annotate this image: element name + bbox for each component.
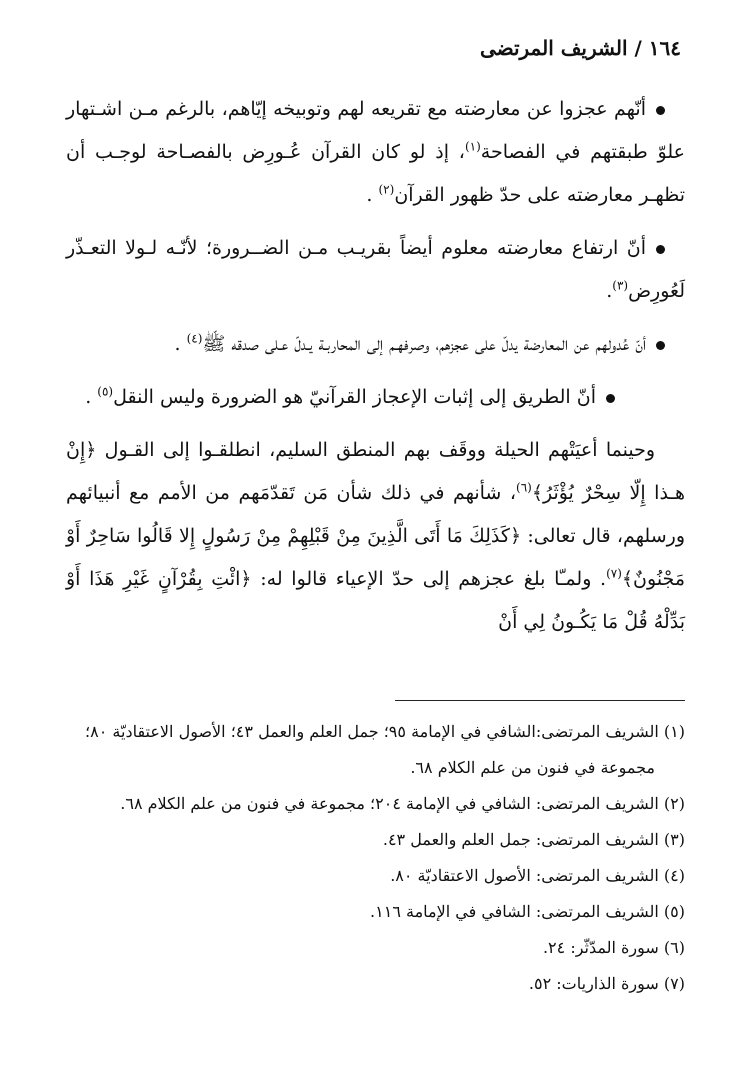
bullet-1-text-c: . bbox=[366, 184, 379, 206]
footnote-ref-2[interactable]: (٢) bbox=[378, 182, 395, 197]
bullet-dot-icon bbox=[656, 106, 665, 115]
footnote-ref-7[interactable]: (٧) bbox=[606, 566, 622, 581]
footnote-1-continued bbox=[66, 750, 685, 786]
bullet-dot-icon bbox=[606, 394, 615, 403]
footnote-4 bbox=[66, 858, 685, 894]
footnotes bbox=[66, 714, 685, 1002]
footnote-5-text: (٥) الشريف المرتضى: الشافي في الإمامة ١١٦. bbox=[370, 902, 685, 921]
footnote-1 bbox=[66, 714, 685, 750]
footnote-6-text: (٦) سورة المدّثّر: ٢٤. bbox=[542, 938, 685, 957]
paragraph-text-a: وحينما أعيَتْهم الحيلة ووقَف بهم المنطق السليم، انطلقـوا إلى القـول ﴿إِنْ هـذا إِلّا سِحْرٌ يُؤْثَرُ﴾ bbox=[66, 439, 685, 504]
bullet-item-4 bbox=[66, 376, 685, 419]
running-header: ١٦٤ / الشريف المرتضى bbox=[479, 36, 681, 60]
footnote-1-text: (١) الشريف المرتضى:الشافي في الإمامة ٩٥؛ جمل العلم والعمل ٤٣؛ الأصول الاعتقاديّة ٨٠؛ bbox=[85, 722, 685, 741]
footnote-ref-1[interactable]: (١) bbox=[464, 139, 481, 154]
footnote-7-text: (٧) سورة الذاريات: ٥٢. bbox=[528, 974, 685, 993]
footnote-4-text: (٤) الشريف المرتضى: الأصول الاعتقاديّة ٨٠. bbox=[390, 866, 685, 885]
footnote-6 bbox=[66, 930, 685, 966]
bullet-item-1 bbox=[66, 88, 685, 217]
bullet-2-text-a: أنّ ارتفاع معارضته معلوم أيضاً بقريـب مـن الضــرورة؛ لأنّـه لـولا التعـذّر لَعُورِض bbox=[66, 237, 685, 302]
bullet-3-text-b: . bbox=[174, 333, 187, 355]
footnote-7 bbox=[66, 966, 685, 1002]
footnote-separator bbox=[395, 700, 685, 701]
footnote-3 bbox=[66, 822, 685, 858]
paragraph-text-c: . ولمـّا بلغ عجزهم إلى حدّ الإعياء قالوا له: ﴿ائْتِ بِقُرْآنٍ غَيْرِ هَذَا أَوْ بَدِّلْهُ قُلْ مَا يَكُـونُ لِي أَنْ bbox=[66, 568, 685, 633]
footnote-ref-4[interactable]: (٤) bbox=[186, 331, 203, 346]
closing-paragraph bbox=[66, 429, 685, 644]
bullet-1-text-b: ، إذ لو كان القرآن عُـورِض بالفصـاحة لوجـب أن تظهـر معارضته على حدّ ظهور القرآن bbox=[66, 141, 685, 206]
main-text bbox=[66, 88, 685, 644]
footnote-2-text: (٢) الشريف المرتضى: الشافي في الإمامة ٢٠٤؛ مجموعة في فنون من علم الكلام ٦٨. bbox=[120, 794, 685, 813]
bullet-1-text-a: أنّهم عجزوا عن معارضته مع تقريعه لهم وتوبيخه إيّاهم، بالرغم مـن اشـتهار علوّ طبقتهم في الفصاحة bbox=[66, 98, 685, 163]
bullet-dot-icon bbox=[656, 245, 665, 254]
footnote-1-text-cont: مجموعة في فنون من علم الكلام ٦٨. bbox=[410, 758, 655, 777]
bullet-3-text-a: أنّ عُدولهم عن المعارضة يدلّ على عجزهم، وصرفهـم إلى المحاربـة يـدلّ عـلى صدقه ﷺ bbox=[202, 333, 646, 355]
footnote-3-text: (٣) الشريف المرتضى: جمل العلم والعمل ٤٣. bbox=[382, 830, 685, 849]
bullet-dot-icon bbox=[656, 341, 665, 350]
bullet-item-3 bbox=[66, 323, 685, 366]
footnote-2 bbox=[66, 786, 685, 822]
footnote-ref-5[interactable]: (٥) bbox=[97, 384, 114, 399]
paragraph-text-b: ، شأنهم في ذلك شأن مَن تَقدّمَهم من الأمم مع أنبيائهم ورسلهم، قال تعالى: ﴿كَذَلِكَ مَا أَتَى الَّذِينَ مِنْ قَبْلِهِمْ مِنْ رَسُولٍ إِلا قَالُوا سَاحِرٌ أَوْ مَجْنُونٌ﴾ bbox=[66, 482, 685, 590]
footnote-ref-3[interactable]: (٣) bbox=[612, 278, 629, 293]
bullet-2-text-b: . bbox=[606, 280, 613, 302]
footnote-ref-6[interactable]: (٦) bbox=[516, 480, 532, 495]
bullet-4-text-b: . bbox=[85, 386, 98, 408]
footnote-5 bbox=[66, 894, 685, 930]
bullet-4-text-a: أنّ الطريق إلى إثبات الإعجاز القرآنيّ هو الضرورة وليس النقل bbox=[113, 386, 596, 408]
bullet-item-2 bbox=[66, 227, 685, 313]
